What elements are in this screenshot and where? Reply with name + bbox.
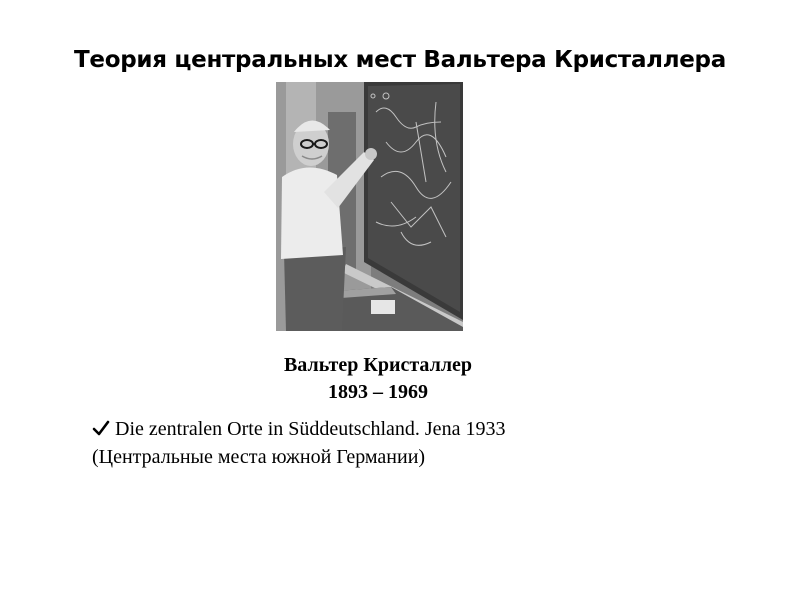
slide-title: Теория центральных мест Вальтера Кристаллера xyxy=(74,47,726,73)
check-icon xyxy=(92,420,110,436)
list-item xyxy=(92,415,752,443)
person-years: 1893 – 1969 xyxy=(328,381,428,403)
bullet-list xyxy=(92,415,752,471)
portrait-photo xyxy=(276,82,463,331)
photo-caption xyxy=(178,352,578,406)
bullet-text: Die zentralen Orte in Süddeutschland. Jena 1933 xyxy=(115,418,506,440)
person-name: Вальтер Кристаллер xyxy=(283,354,473,376)
bullet-translation: (Центральные места южной Германии) xyxy=(92,446,426,468)
